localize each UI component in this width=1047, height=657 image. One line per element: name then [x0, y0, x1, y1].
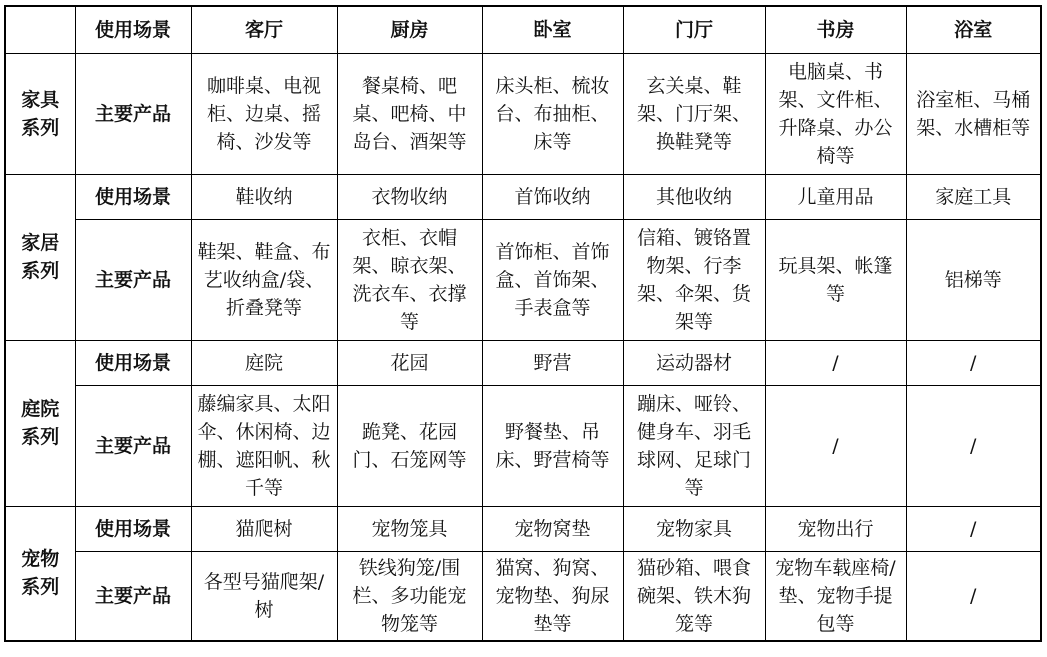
- series-name: 庭院系列: [5, 340, 75, 506]
- row-label: 使用场景: [75, 174, 191, 219]
- scene-cell: 其他收纳: [623, 174, 765, 219]
- scene-cell: /: [906, 340, 1041, 385]
- product-cell: 跪凳、花园门、石笼网等: [337, 385, 482, 506]
- scene-cell: 宠物窝垫: [482, 506, 623, 551]
- product-cell: /: [906, 385, 1041, 506]
- product-cell: 玄关桌、鞋架、门厅架、换鞋凳等: [623, 53, 765, 174]
- table-row: [5, 219, 1041, 340]
- product-cell: /: [765, 385, 906, 506]
- product-cell: 餐桌椅、吧桌、吧椅、中岛台、酒架等: [337, 53, 482, 174]
- row-label: 使用场景: [75, 340, 191, 385]
- product-cell: 咖啡桌、电视柜、边桌、摇椅、沙发等: [191, 53, 337, 174]
- scene-cell: 衣物收纳: [337, 174, 482, 219]
- row-label: 主要产品: [75, 385, 191, 506]
- table-row: [5, 385, 1041, 506]
- scene-cell: 家庭工具: [906, 174, 1041, 219]
- table-row: [5, 340, 1041, 385]
- scene-cell: 宠物笼具: [337, 506, 482, 551]
- product-cell: 蹦床、哑铃、健身车、羽毛球网、足球门等: [623, 385, 765, 506]
- row-label: 主要产品: [75, 551, 191, 641]
- column-header: 浴室: [906, 6, 1041, 53]
- product-cell: 床头柜、梳妆台、布抽柜、床等: [482, 53, 623, 174]
- product-cell: 首饰柜、首饰盒、首饰架、手表盒等: [482, 219, 623, 340]
- row-label: 使用场景: [75, 506, 191, 551]
- product-cell: 衣柜、衣帽架、晾衣架、洗衣车、衣撑等: [337, 219, 482, 340]
- column-header: 书房: [765, 6, 906, 53]
- scene-cell: 庭院: [191, 340, 337, 385]
- product-cell: 浴室柜、马桶架、水槽柜等: [906, 53, 1041, 174]
- product-cell: 野餐垫、吊床、野营椅等: [482, 385, 623, 506]
- product-cell: 玩具架、帐篷等: [765, 219, 906, 340]
- product-cell: 各型号猫爬架/树: [191, 551, 337, 641]
- column-header: 门厅: [623, 6, 765, 53]
- scene-cell: 鞋收纳: [191, 174, 337, 219]
- scene-cell: 宠物出行: [765, 506, 906, 551]
- scene-cell: 首饰收纳: [482, 174, 623, 219]
- series-name: 家具系列: [5, 53, 75, 174]
- scene-cell: 猫爬树: [191, 506, 337, 551]
- series-name: 宠物系列: [5, 506, 75, 641]
- product-cell: 信箱、镀铬置物架、行李架、伞架、货架等: [623, 219, 765, 340]
- table-row: [5, 506, 1041, 551]
- header-row: [5, 6, 1041, 53]
- scene-cell: /: [906, 506, 1041, 551]
- product-cell: 猫窝、狗窝、宠物垫、狗尿垫等: [482, 551, 623, 641]
- column-header: 使用场景: [75, 6, 191, 53]
- column-header: 厨房: [337, 6, 482, 53]
- row-label: 主要产品: [75, 53, 191, 174]
- scene-cell: 宠物家具: [623, 506, 765, 551]
- table-row: [5, 551, 1041, 641]
- product-cell: 藤编家具、太阳伞、休闲椅、边棚、遮阳帆、秋千等: [191, 385, 337, 506]
- product-cell: 宠物车载座椅/垫、宠物手提包等: [765, 551, 906, 641]
- product-cell: 铝梯等: [906, 219, 1041, 340]
- column-header: 卧室: [482, 6, 623, 53]
- product-cell: /: [906, 551, 1041, 641]
- product-series-table: [4, 5, 1042, 642]
- table-row: [5, 174, 1041, 219]
- table-row: [5, 53, 1041, 174]
- product-cell: 铁线狗笼/围栏、多功能宠物笼等: [337, 551, 482, 641]
- scene-cell: 花园: [337, 340, 482, 385]
- series-name: 家居系列: [5, 174, 75, 340]
- scene-cell: 儿童用品: [765, 174, 906, 219]
- scene-cell: /: [765, 340, 906, 385]
- column-header: 客厅: [191, 6, 337, 53]
- row-label: 主要产品: [75, 219, 191, 340]
- product-cell: 电脑桌、书架、文件柜、升降桌、办公椅等: [765, 53, 906, 174]
- scene-cell: 野营: [482, 340, 623, 385]
- scene-cell: 运动器材: [623, 340, 765, 385]
- product-cell: 猫砂箱、喂食碗架、铁木狗笼等: [623, 551, 765, 641]
- corner-cell: [5, 6, 75, 53]
- product-cell: 鞋架、鞋盒、布艺收纳盒/袋、折叠凳等: [191, 219, 337, 340]
